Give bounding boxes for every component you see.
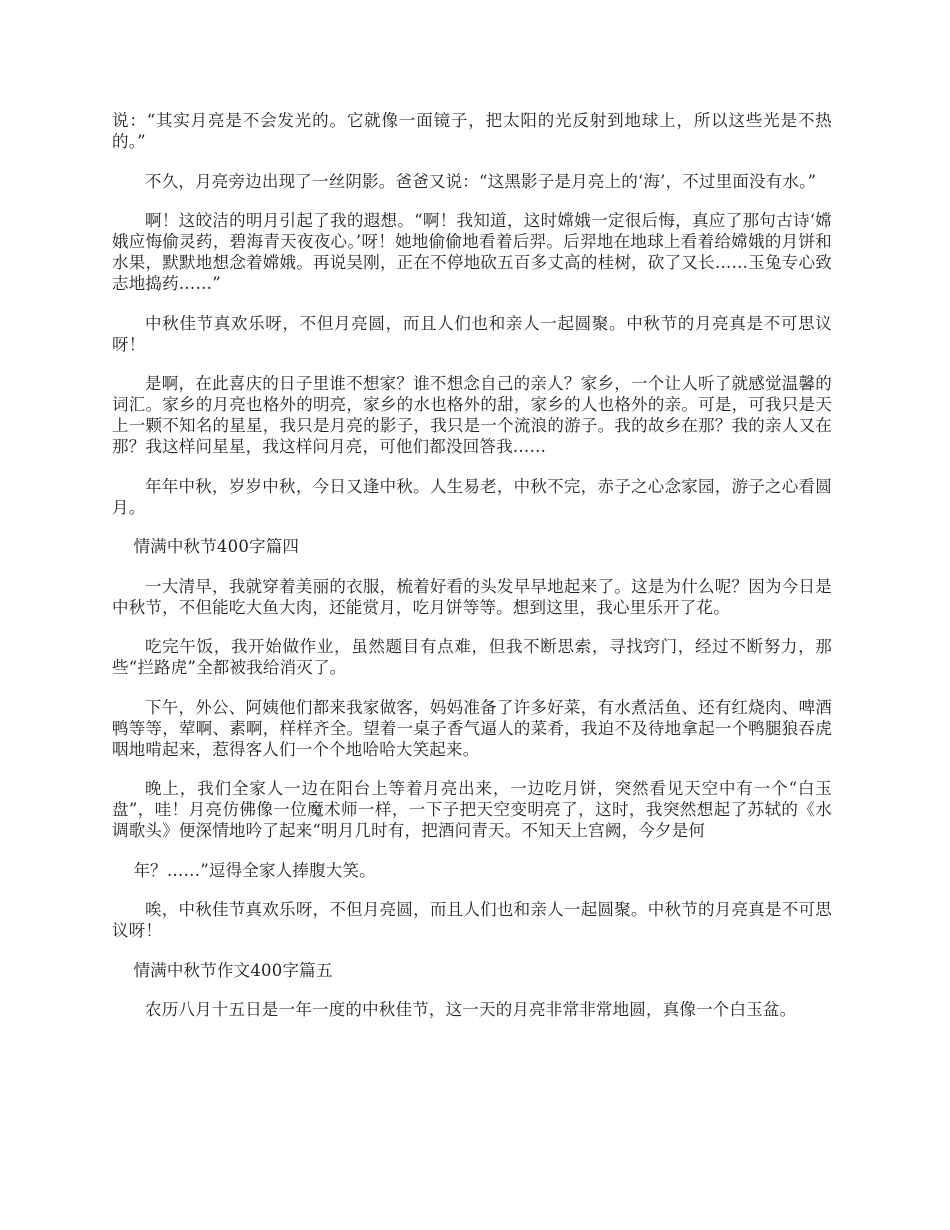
paragraph-4: 中秋佳节真欢乐呀，不但月亮圆，而且人们也和亲人一起圆聚。中秋节的月亮真是不可思议呀！ (112, 313, 832, 354)
section-heading-5: 情满中秋节作文400字篇五 (133, 960, 333, 980)
paragraph-8: 吃完午饭，我开始做作业，虽然题目有点难，但我不断思索，寻找窍门，经过不断努力，那些“拦路虎”全都被我给消灭了。 (112, 637, 832, 677)
paragraph-2: 不久，月亮旁边出现了一丝阴影。爸爸又说：“这黑影子是月亮上的‘海’，不过里面没有水。” (145, 171, 817, 191)
paragraph-3: 啊！这皎洁的明月引起了我的遐想。“啊！我知道，这时嫦娥一定很后悔，真应了那句古诗‘嫦娥应悔偷灵药，碧海青天夜夜心。’呀！她地偷偷地看着后羿。后羿地在地球上看着给嫦娥的月饼和水果，默默地想念着嫦娥。再说吴刚，正在不停地砍五百多丈高的桂树，砍了又长……玉兔专心致志地捣药……” (112, 211, 832, 293)
section-heading-4: 情满中秋节400字篇四 (133, 537, 300, 556)
paragraph-11: 年？……”逗得全家人捧腹大笑。 (133, 860, 376, 880)
paragraph-6: 年年中秋，岁岁中秋，今日又逢中秋。人生易老，中秋不完，赤子之心念家园，游子之心看圆月。 (112, 476, 832, 517)
paragraph-7: 一大清早，我就穿着美丽的衣服，梳着好看的头发早早地起来了。这是为什么呢？因为今日是中秋节，不但能吃大鱼大肉，还能赏月，吃月饼等等。想到这里，我心里乐开了花。 (112, 576, 832, 617)
paragraph-10: 晚上，我们全家人一边在阳台上等着月亮出来，一边吃月饼，突然看见天空中有一个“白玉盘”，哇！月亮仿佛像一位魔术师一样，一下子把天空变明亮了，这时，我突然想起了苏轼的《水调歌头》便深情地吟了起来“明月几时有，把酒问青天。不知天上宫阙，今夕是何 (112, 779, 832, 840)
paragraph-12: 唉，中秋佳节真欢乐呀，不但月亮圆，而且人们也和亲人一起圆聚。中秋节的月亮真是不可思议呀！ (112, 900, 832, 940)
paragraph-1: 说：“其实月亮是不会发光的。它就像一面镜子，把太阳的光反射到地球上，所以这些光是不热的。” (112, 111, 832, 151)
paragraph-13: 农历八月十五日是一年一度的中秋佳节，这一天的月亮非常非常地圆，真像一个白玉盆。 (145, 1000, 797, 1019)
paragraph-5: 是啊，在此喜庆的日子里谁不想家？谁不想念自己的亲人？家乡，一个让人听了就感觉温馨的词汇。家乡的月亮也格外的明亮，家乡的水也格外的甜，家乡的人也格外的亲。可是，可我只是天上一颗不知名的星星，我只是月亮的影子，我只是一个流浪的游子。我的故乡在那？我的亲人又在那？我这样问星星，我这样问月亮，可他们都没回答我…… (112, 374, 832, 456)
paragraph-9: 下午，外公、阿姨他们都来我家做客，妈妈准备了许多好菜，有水煮活鱼、还有红烧肉、啤酒鸭等等，荤啊、素啊，样样齐全。望着一桌子香气逼人的菜肴，我迫不及待地拿起一个鸭腿狼吞虎咽地啃起来，惹得客人们一个个地哈哈大笑起来。 (112, 697, 832, 759)
document-page (112, 110, 832, 1039)
